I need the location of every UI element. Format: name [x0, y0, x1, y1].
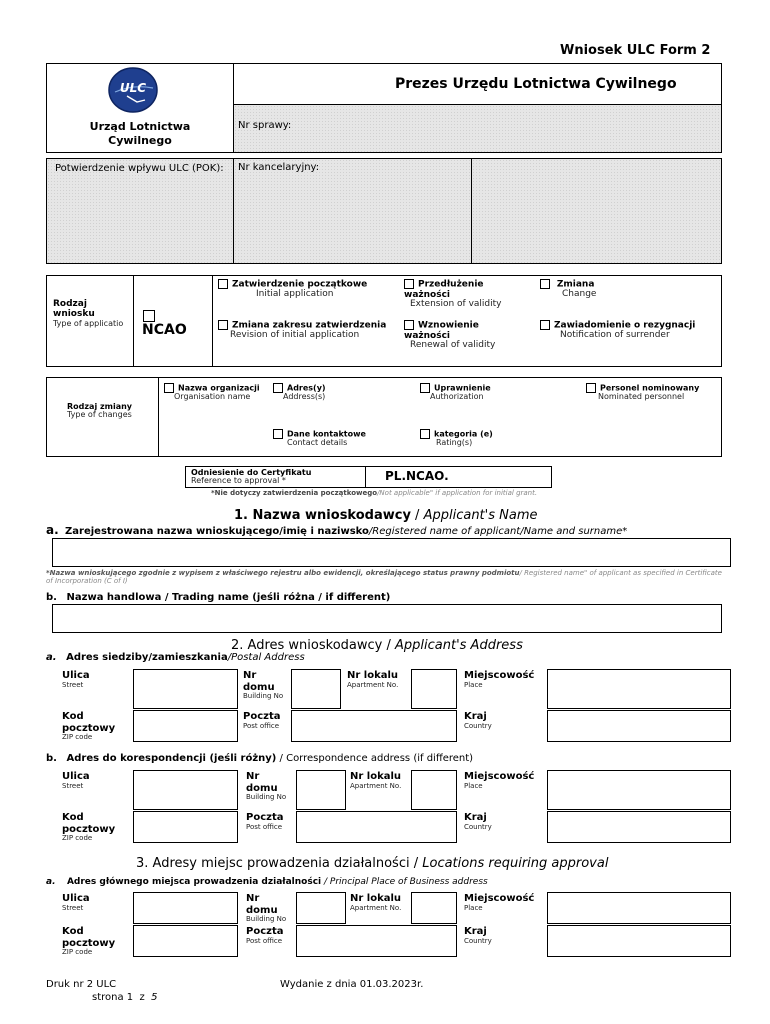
place-label: Miejscowość Place [464, 670, 535, 689]
footer-edition: Wydanie z dnia 01.03.2023r. [280, 979, 424, 990]
building-input[interactable] [296, 770, 346, 810]
logo-text: ULC [119, 81, 147, 95]
place-input[interactable] [547, 892, 731, 924]
ulc-logo [107, 66, 159, 114]
country-label: Kraj Country [464, 812, 492, 831]
post-label: Poczta Post office [246, 926, 284, 945]
post-input[interactable] [296, 811, 457, 843]
country-input[interactable] [547, 925, 731, 957]
building-label: Nr domu Building No [246, 893, 287, 923]
section1-title: 1. Nazwa wnioskodawcy / Applicant's Name [234, 508, 538, 523]
building-label: Nr domu Building No [243, 670, 284, 700]
post-label: Poczta Post office [246, 812, 284, 831]
case-number-label: Nr sprawy: [238, 120, 292, 131]
apartment-label: Nr lokalu Apartment No. [350, 771, 402, 790]
zip-label: Kod pocztowy ZIP code [62, 926, 116, 956]
post-label: Poczta Post office [243, 711, 281, 730]
zip-label: Kod pocztowy ZIP code [62, 812, 116, 842]
change-personnel[interactable]: Personel nominowany Nominated personnel [586, 383, 699, 402]
option-surrender[interactable]: Zawiadomienie o rezygnacji Notification of surrender [540, 320, 695, 341]
apartment-label: Nr lokalu Apartment No. [350, 893, 402, 912]
change-address[interactable]: Adres(y) Address(s) [273, 383, 326, 402]
zip-label: Kod pocztowy ZIP code [62, 711, 116, 741]
place-input[interactable] [547, 770, 731, 810]
post-input[interactable] [291, 710, 457, 742]
receipt-extra-field[interactable] [472, 159, 721, 263]
change-org-name[interactable]: Nazwa organizacji Organisation name [164, 383, 274, 402]
section3-a-label: a. Adres głównego miejsca prowadzenia działalności / Principal Place of Business address [46, 877, 488, 887]
zip-input[interactable] [133, 811, 238, 843]
form-id: Wniosek ULC Form 2 [560, 43, 711, 58]
footer-form-print: Druk nr 2 ULC [46, 979, 117, 990]
option-renewal[interactable]: Wznowienie ważności Renewal of validity [404, 320, 496, 351]
receipt-label: Potwierdzenie wpływu ULC (POK): [55, 163, 224, 174]
country-label: Kraj Country [464, 711, 492, 730]
reference-note: *Nie dotyczy zatwierdzenia początkowego/Not applicable" if application for initial grant. [211, 489, 538, 497]
office-number-label: Nr kancelaryjny: [238, 162, 320, 173]
case-number-field[interactable] [234, 105, 721, 152]
street-input[interactable] [133, 892, 238, 924]
section1-b-label: b. Nazwa handlowa / Trading name (jeśli różna / if different) [46, 592, 391, 603]
country-input[interactable] [547, 811, 731, 843]
zip-input[interactable] [133, 925, 238, 957]
zip-input[interactable] [133, 710, 238, 742]
place-label: Miejscowość Place [464, 771, 535, 790]
section1-footnote: *Nazwa wnioskującego zgodnie z wypisem z właściwego rejestru albo ewidencji, określającego status prawny podmiotu/ Registered name" of applicant as specified in Certificate of Incorporation (C of I) [46, 569, 722, 586]
building-input[interactable] [291, 669, 341, 709]
change-rating[interactable]: kategoria (e) Rating(s) [420, 429, 493, 448]
building-input[interactable] [296, 892, 346, 924]
office-number-field[interactable] [234, 159, 471, 263]
building-label: Nr domu Building No [246, 771, 287, 801]
option-change[interactable]: Zmiana Change [540, 279, 596, 300]
section1-a-label: a. Zarejestrowana nazwa wnioskującego/imię i naziwsko/Registered name of applicant/Name and surname* [46, 523, 628, 537]
section3-title: 3. Adresy miejsc prowadzenia działalności / Locations requiring approval [136, 856, 609, 871]
registered-name-input[interactable] [52, 538, 731, 567]
street-input[interactable] [133, 770, 238, 810]
section2-b-label: b. Adres do korespondencji (jeśli różny) / Correspondence address (if different) [46, 753, 474, 764]
street-label: Ulica Street [62, 670, 90, 689]
street-label: Ulica Street [62, 771, 90, 790]
change-contact[interactable]: Dane kontaktowe Contact details [273, 429, 366, 448]
place-input[interactable] [547, 669, 731, 709]
option-revision[interactable]: Zmiana zakresu zatwierdzenia Revision of initial application [218, 320, 388, 341]
option-initial[interactable]: Zatwierdzenie początkowe Initial application [218, 279, 367, 300]
authority-title: Prezes Urzędu Lotnictwa Cywilnego [395, 76, 677, 92]
apartment-input[interactable] [411, 669, 457, 709]
section2-title: 2. Adres wnioskodawcy / Applicant's Address [231, 638, 523, 653]
reference-label: Odniesienie do Certyfikatu Reference to approval * [191, 468, 312, 486]
street-input[interactable] [133, 669, 238, 709]
trading-name-input[interactable] [52, 604, 722, 633]
change-authorization[interactable]: Uprawnienie Authorization [420, 383, 491, 402]
application-type-label: Rodzaj wniosku Type of applicatio [53, 299, 124, 328]
option-extension[interactable]: Przedłużenie ważności Extension of validity [404, 279, 502, 310]
apartment-input[interactable] [411, 770, 457, 810]
change-type-label: Rodzaj zmiany Type of changes [67, 402, 133, 420]
place-label: Miejscowość Place [464, 893, 535, 912]
post-input[interactable] [296, 925, 457, 957]
reference-value[interactable]: PL.NCAO. [385, 469, 449, 483]
section2-a-label: a. Adres siedziby/zamieszkania/Postal Address [46, 652, 305, 663]
country-input[interactable] [547, 710, 731, 742]
country-label: Kraj Country [464, 926, 492, 945]
street-label: Ulica Street [62, 893, 90, 912]
apartment-input[interactable] [411, 892, 457, 924]
apartment-label: Nr lokalu Apartment No. [347, 670, 399, 689]
org-name: Urząd Lotnictwa Cywilnego [89, 120, 191, 148]
footer-page: strona 1 z 5 [92, 992, 158, 1003]
ncao-label: NCAO [142, 322, 187, 338]
